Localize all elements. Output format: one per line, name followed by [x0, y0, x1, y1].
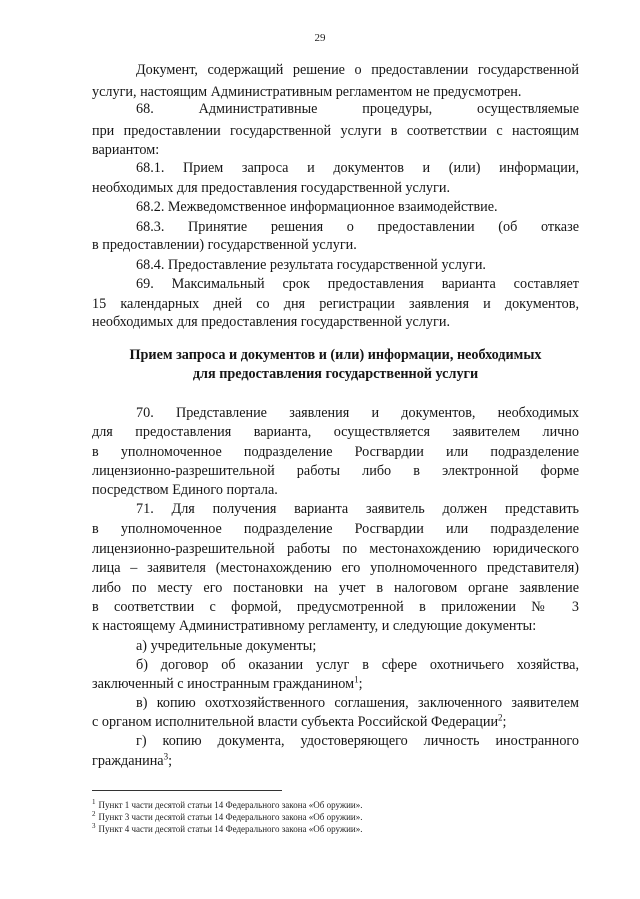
- text-line: [136, 656, 579, 674]
- text-line: [92, 83, 521, 101]
- line-text: лица – заявителя (местонахождению его уполномоченного представителя): [92, 560, 579, 576]
- line-text: в уполномоченное подразделение Росгвардии или подразделение: [92, 521, 579, 537]
- line-text: в предоставлении) государственной услуги.: [92, 237, 357, 253]
- footnote-text: Пункт 1 части десятой статьи 14 Федерального закона «Об оружии».: [98, 800, 363, 810]
- line-text: 68.3. Принятие решения о предоставлении (об отказе: [136, 219, 579, 235]
- footnote-divider: [92, 790, 282, 791]
- line-text: для предоставления варианта, осуществляется заявителем лично: [92, 424, 579, 440]
- text-line: [136, 256, 486, 274]
- line-tail: ;: [168, 753, 173, 769]
- text-line: [92, 423, 579, 441]
- text-line: [136, 159, 579, 177]
- text-line: [136, 218, 579, 236]
- line-text: в соответствии с формой, предусмотренной в приложении № 3: [92, 599, 579, 615]
- line-text: 15 календарных дней со дня регистрации заявления и документов,: [92, 296, 579, 312]
- line-text: 70. Представление заявления и документов, необходимых: [136, 405, 579, 421]
- line-text: в) копию охотхозяйственного соглашения, заключенного заявителем: [136, 695, 579, 711]
- text-line: [136, 637, 316, 655]
- line-text: 68.2. Межведомственное информационное взаимодействие.: [136, 199, 498, 215]
- text-line: [92, 236, 357, 254]
- text-line: [92, 481, 278, 499]
- footnote-number: 1: [92, 798, 96, 806]
- line-text: 69. Максимальный срок предоставления варианта составляет: [136, 276, 579, 292]
- text-line: [92, 520, 579, 538]
- line-text: 68. Административные процедуры, осуществляемые: [136, 101, 579, 117]
- section-heading-line: [92, 365, 579, 383]
- line-text: заключенный с иностранным гражданином: [92, 676, 355, 692]
- line-text: г) копию документа, удостоверяющего личность иностранного: [136, 733, 579, 749]
- line-text: либо по месту его постановки на учет в налоговом органе заявление: [92, 580, 579, 596]
- section-heading-line: [92, 346, 579, 364]
- footnote: [92, 812, 362, 823]
- text-line: [136, 694, 579, 712]
- footnote: [92, 800, 362, 811]
- line-text: посредством Единого портала.: [92, 482, 278, 498]
- text-line: [136, 100, 579, 118]
- text-line: [92, 540, 579, 558]
- text-line: [136, 61, 579, 79]
- line-text: вариантом:: [92, 142, 160, 158]
- line-text: а) учредительные документы;: [136, 638, 317, 654]
- text-line: [92, 579, 579, 597]
- line-text: Документ, содержащий решение о предоставлении государственной: [136, 62, 579, 78]
- footnote-ref: 2: [498, 712, 503, 723]
- line-text: в уполномоченное подразделение Росгвардии или подразделение: [92, 444, 579, 460]
- text-line: [92, 122, 579, 140]
- line-text: необходимых для предоставления государственной услуги.: [92, 314, 450, 330]
- text-line: [136, 198, 498, 216]
- footnote-text: Пункт 4 части десятой статьи 14 Федерального закона «Об оружии».: [98, 824, 363, 834]
- text-line: [92, 559, 579, 577]
- text-line: [92, 713, 507, 731]
- line-text: 68.4. Предоставление результата государственной услуги.: [136, 257, 486, 273]
- line-tail: ;: [358, 676, 363, 692]
- line-text: для предоставления государственной услуги: [192, 366, 479, 382]
- text-line: [136, 732, 579, 750]
- line-text: 68.1. Прием запроса и документов и (или) информации,: [136, 160, 579, 176]
- line-text: лицензионно-разрешительной работы либо в электронной форме: [92, 463, 579, 479]
- text-line: [92, 752, 172, 770]
- line-text: услуги, настоящим Административным регламентом не предусмотрен.: [92, 84, 522, 100]
- line-text: 71. Для получения варианта заявитель должен представить: [136, 501, 579, 517]
- text-line: [92, 462, 579, 480]
- line-text: б) договор об оказании услуг в сфере охотничьего хозяйства,: [136, 657, 579, 673]
- line-text: необходимых для предоставления государственной услуги.: [92, 180, 450, 196]
- footnote-text: Пункт 3 части десятой статьи 14 Федерального закона «Об оружии».: [98, 812, 363, 822]
- text-line: [92, 141, 159, 159]
- text-line: [92, 598, 579, 616]
- page-number: 29: [314, 32, 326, 44]
- line-text: с органом исполнительной власти субъекта Российской Федерации: [92, 714, 499, 730]
- text-line: [92, 313, 450, 331]
- text-line: [136, 275, 579, 293]
- text-line: [136, 500, 579, 518]
- text-line: [136, 404, 579, 422]
- line-text: лицензионно-разрешительной работы по местонахождению юридического: [92, 541, 579, 557]
- footnote-number: 3: [92, 822, 96, 830]
- line-text: гражданина: [92, 753, 164, 769]
- text-line: [92, 179, 450, 197]
- text-line: [92, 675, 363, 693]
- line-text: при предоставлении государственной услуги в соответствии с настоящим: [92, 123, 579, 139]
- text-line: [92, 443, 579, 461]
- footnote: [92, 824, 362, 835]
- line-text: к настоящему Административному регламенту, и следующие документы:: [92, 618, 537, 634]
- line-tail: ;: [502, 714, 507, 730]
- footnote-ref: 1: [354, 674, 359, 685]
- footnote-number: 2: [92, 810, 96, 818]
- footnote-ref: 3: [163, 751, 169, 762]
- text-line: [92, 617, 536, 635]
- text-line: [92, 295, 579, 313]
- line-text: Прием запроса и документов и (или) информации, необходимых: [129, 347, 542, 363]
